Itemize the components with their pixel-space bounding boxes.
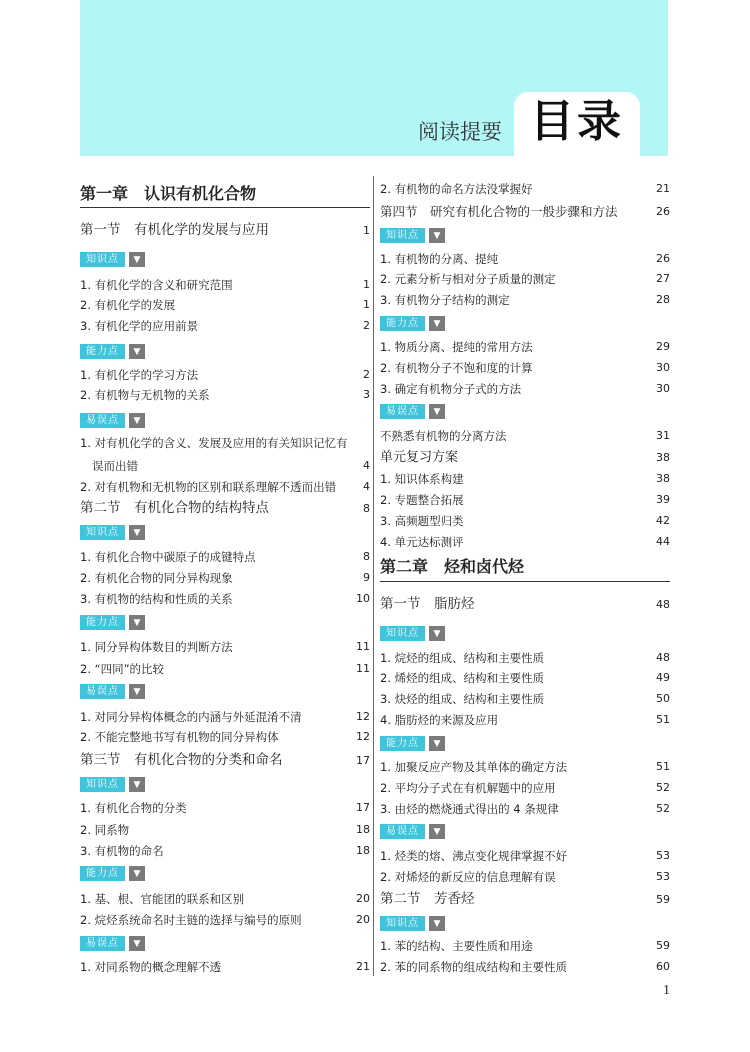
page-ref: 53 <box>656 870 670 883</box>
page-ref: 9 <box>363 571 370 584</box>
entry-text: 2. 烯烃的组成、结构和主要性质 <box>380 671 545 685</box>
entry-text: 2. 有机化合物的同分异构现象 <box>80 571 233 585</box>
toc-entry[interactable] <box>80 823 370 837</box>
toc-entry[interactable] <box>80 892 370 906</box>
page-ref: 29 <box>656 340 670 353</box>
entry-text: 1. 烷烃的组成、结构和主要性质 <box>380 651 545 665</box>
tag-label: 能力点 <box>80 344 125 359</box>
page-ref: 59 <box>656 893 670 906</box>
toc-section-entry[interactable] <box>380 203 670 220</box>
entry-text: 2. 有机物的命名方法没掌握好 <box>380 182 533 196</box>
entry-text: 2. 烷烃系统命名时主链的选择与编号的原则 <box>80 913 302 927</box>
entry-text: 1. 苯的结构、主要性质和用途 <box>380 939 533 953</box>
arrow-down-icon: ▼ <box>429 316 445 331</box>
page-ref: 26 <box>656 205 670 218</box>
arrow-down-icon: ▼ <box>429 824 445 839</box>
tag-label: 易误点 <box>380 404 425 419</box>
entry-text: 4. 脂肪烃的来源及应用 <box>380 713 499 727</box>
toc-entry[interactable] <box>80 960 370 974</box>
tag-label: 知识点 <box>380 626 425 641</box>
page-ref: 48 <box>656 651 670 664</box>
mistake-tag <box>80 936 145 951</box>
entry-text: 单元复习方案 <box>380 450 459 465</box>
knowledge-tag: 知识点 ▼ <box>80 252 145 267</box>
toc-section-entry[interactable]: 第一节 有机化学的发展与应用 1 <box>80 222 370 238</box>
page-ref: 17 <box>356 801 370 814</box>
page-ref: 8 <box>363 550 370 563</box>
arrow-down-icon: ▼ <box>429 736 445 751</box>
tag-label: 知识点 <box>80 525 125 540</box>
toc-section-entry[interactable] <box>80 500 370 517</box>
page-ref: 28 <box>656 293 670 306</box>
page-ref: 60 <box>656 960 670 973</box>
entry-text: 1. 对同系物的概念理解不透 <box>80 960 222 974</box>
page-ref: 52 <box>656 781 670 794</box>
toc-entry[interactable] <box>380 535 670 549</box>
entry-text: 1. 烃类的熔、沸点变化规律掌握不好 <box>380 849 568 863</box>
chapter-rule <box>380 581 670 582</box>
entry-text: 2. 元素分析与相对分子质量的测定 <box>380 272 556 286</box>
page-ref: 1 <box>363 298 370 311</box>
entry-text: 第三节 有机化合物的分类和命名 <box>80 752 283 768</box>
page-ref: 48 <box>656 598 670 611</box>
entry-text: 1. 对有机化学的含义、发展及应用的有关知识记忆有 <box>80 436 348 450</box>
chapter-heading[interactable]: 第一章 认识有机化合物 <box>80 184 257 203</box>
toc-entry[interactable] <box>80 662 370 676</box>
entry-text: 1. 加聚反应产物及其单体的确定方法 <box>380 760 568 774</box>
toc-entry[interactable] <box>80 844 370 858</box>
toc-entry[interactable] <box>80 319 370 333</box>
page-ref: 12 <box>356 710 370 723</box>
page-ref: 50 <box>656 692 670 705</box>
page-ref: 53 <box>656 849 670 862</box>
toc-entry[interactable] <box>80 913 370 927</box>
knowledge-tag <box>380 626 445 641</box>
toc-entry[interactable] <box>380 960 670 974</box>
knowledge-tag <box>80 777 145 792</box>
toc-entry[interactable] <box>380 272 670 286</box>
entry-text: 1. 基、根、官能团的联系和区别 <box>80 892 245 906</box>
entry-text: 2. 对烯烃的新反应的信息理解有误 <box>380 870 556 884</box>
page-ref: 51 <box>656 760 670 773</box>
page-ref: 38 <box>656 472 670 485</box>
mistake-tag <box>380 404 445 419</box>
entry-text: 2. 不能完整地书写有机物的同分异构体 <box>80 730 279 744</box>
entry-text: 2. 有机物分子不饱和度的计算 <box>380 361 533 375</box>
toc-entry[interactable] <box>380 671 670 685</box>
ability-tag <box>80 615 145 630</box>
entry-text: 1. 物质分离、提纯的常用方法 <box>380 340 533 354</box>
page-ref: 39 <box>656 493 670 506</box>
tag-label: 知识点 <box>80 777 125 792</box>
tag-label: 易误点 <box>80 684 125 699</box>
toc-section-entry[interactable] <box>380 596 670 613</box>
toc-entry[interactable] <box>380 713 670 727</box>
entry-text: 不熟悉有机物的分离方法 <box>380 429 507 443</box>
tag-label: 知识点 <box>380 916 425 931</box>
toc-entry[interactable] <box>380 252 670 266</box>
page-title: 目录 <box>530 96 624 147</box>
knowledge-tag <box>380 228 445 243</box>
arrow-down-icon: ▼ <box>429 404 445 419</box>
entry-text: 2. 平均分子式在有机解题中的应用 <box>380 781 556 795</box>
page-ref: 38 <box>656 451 670 464</box>
page-ref: 21 <box>656 182 670 195</box>
toc-entry[interactable] <box>80 640 370 654</box>
page-ref: 17 <box>356 754 370 767</box>
tag-label: 易误点 <box>80 413 125 428</box>
entry-text: 1. 有机化合物中碳原子的成键特点 <box>80 550 256 564</box>
arrow-down-icon: ▼ <box>429 626 445 641</box>
toc-entry[interactable] <box>380 760 670 774</box>
tag-label: 能力点 <box>380 736 425 751</box>
page-ref: 4 <box>363 459 370 472</box>
entry-text: 第一节 脂肪烃 <box>380 596 475 612</box>
entry-text: 1. 同分异构体数目的判断方法 <box>80 640 233 654</box>
arrow-down-icon: ▼ <box>129 525 145 540</box>
arrow-down-icon: ▼ <box>129 252 145 267</box>
toc-entry[interactable] <box>380 182 670 196</box>
ability-tag <box>380 736 445 751</box>
entry-text: 1. 有机物的分离、提纯 <box>380 252 499 266</box>
arrow-down-icon: ▼ <box>129 777 145 792</box>
toc-entry[interactable] <box>80 368 370 382</box>
entry-text: 1. 对同分异构体概念的内涵与外延混淆不清 <box>80 710 302 724</box>
toc-entry[interactable] <box>80 278 370 292</box>
entry-text: 3. 由烃的燃烧通式得出的 4 条规律 <box>380 802 559 816</box>
page-number: 1 <box>663 983 670 998</box>
page-ref: 30 <box>656 382 670 395</box>
arrow-down-icon: ▼ <box>129 615 145 630</box>
page-ref: 51 <box>656 713 670 726</box>
mistake-tag <box>80 684 145 699</box>
page-ref: 8 <box>363 502 370 515</box>
ability-tag <box>80 344 145 359</box>
page-ref: 30 <box>656 361 670 374</box>
chapter-heading[interactable] <box>380 557 670 577</box>
entry-text: 误而出错 <box>92 459 138 473</box>
entry-text: 第二节 有机化合物的结构特点 <box>80 500 269 516</box>
entry-text: 3. 高频题型归类 <box>380 514 464 528</box>
page-ref: 26 <box>656 252 670 265</box>
toc-entry[interactable] <box>380 493 670 507</box>
entry-text: 2. 同系物 <box>80 823 130 837</box>
arrow-down-icon: ▼ <box>129 866 145 881</box>
arrow-down-icon: ▼ <box>129 413 145 428</box>
page-ref: 12 <box>356 730 370 743</box>
mistake-tag <box>380 824 445 839</box>
toc-entry[interactable] <box>80 550 370 564</box>
toc-unit-review-entry[interactable] <box>380 450 670 466</box>
toc-entry[interactable] <box>380 849 670 863</box>
chapter-rule <box>80 207 370 208</box>
page-ref: 2 <box>363 319 370 332</box>
page-ref: 2 <box>363 368 370 381</box>
toc-entry[interactable] <box>380 429 670 443</box>
entry-text: 3. 确定有机物分子式的方法 <box>380 382 522 396</box>
toc-entry[interactable] <box>380 514 670 528</box>
tag-label: 易误点 <box>80 936 125 951</box>
tag-label: 能力点 <box>80 615 125 630</box>
entry-text: 3. 有机物的命名 <box>80 844 164 858</box>
page-ref: 59 <box>656 939 670 952</box>
toc-section-entry[interactable] <box>80 752 370 769</box>
column-divider <box>373 176 374 976</box>
toc-entry[interactable] <box>380 939 670 953</box>
toc-entry[interactable] <box>380 651 670 665</box>
entry-text: 1. 知识体系构建 <box>380 472 464 486</box>
entry-text: 第二节 芳香烃 <box>380 891 475 907</box>
page-ref: 21 <box>356 960 370 973</box>
toc-entry[interactable] <box>80 801 370 815</box>
arrow-down-icon: ▼ <box>129 344 145 359</box>
entry-text: 3. 有机物分子结构的测定 <box>380 293 510 307</box>
mistake-tag <box>80 413 145 428</box>
page-ref: 20 <box>356 913 370 926</box>
toc-entry[interactable] <box>380 472 670 486</box>
arrow-down-icon: ▼ <box>429 916 445 931</box>
toc-entry[interactable] <box>80 388 370 402</box>
ability-tag <box>380 316 445 331</box>
entry-text: 3. 炔烃的组成、结构和主要性质 <box>380 692 545 706</box>
page-ref: 27 <box>656 272 670 285</box>
toc-entry[interactable] <box>80 730 370 744</box>
page-ref: 1 <box>363 278 370 291</box>
toc-entry[interactable] <box>80 436 370 450</box>
page-ref: 10 <box>356 592 370 605</box>
page-ref: 3 <box>363 388 370 401</box>
toc-entry[interactable] <box>380 781 670 795</box>
entry-text: 2. 有机物与无机物的关系 <box>80 388 210 402</box>
entry-text: 第四节 研究有机化合物的一般步骤和方法 <box>380 204 618 219</box>
arrow-down-icon: ▼ <box>129 684 145 699</box>
page-ref: 4 <box>363 480 370 493</box>
toc-entry[interactable] <box>80 298 370 312</box>
entry-text: 2. 有机化学的发展 <box>80 298 176 312</box>
knowledge-tag <box>80 525 145 540</box>
page-ref: 11 <box>356 662 370 675</box>
arrow-down-icon: ▼ <box>429 228 445 243</box>
page-ref: 42 <box>656 514 670 527</box>
page-ref: 31 <box>656 429 670 442</box>
page-ref: 18 <box>356 823 370 836</box>
entry-text: 第二章 烃和卤代烃 <box>380 557 525 576</box>
toc-entry[interactable] <box>80 710 370 724</box>
tag-label: 能力点 <box>380 316 425 331</box>
toc-entry[interactable] <box>380 293 670 307</box>
page-ref: 49 <box>656 671 670 684</box>
entry-text: 1. 有机化学的学习方法 <box>80 368 199 382</box>
entry-text: 2. 苯的同系物的组成结构和主要性质 <box>380 960 568 974</box>
tag-label: 能力点 <box>80 866 125 881</box>
ability-tag <box>80 866 145 881</box>
toc-entry[interactable] <box>380 340 670 354</box>
page-ref: 44 <box>656 535 670 548</box>
toc-entry[interactable] <box>80 480 370 494</box>
page-ref: 18 <box>356 844 370 857</box>
tag-label: 易误点 <box>380 824 425 839</box>
arrow-down-icon: ▼ <box>129 936 145 951</box>
entry-text: 1. 有机化合物的分类 <box>80 801 187 815</box>
entry-text: 2. 对有机物和无机物的区别和联系理解不透而出错 <box>80 480 337 494</box>
toc-entry[interactable] <box>380 692 670 706</box>
toc-entry[interactable] <box>80 571 370 585</box>
toc-entry[interactable] <box>380 802 670 816</box>
toc-section-entry[interactable] <box>380 891 670 908</box>
entry-text: 3. 有机化学的应用前景 <box>80 319 199 333</box>
entry-text: 3. 有机物的结构和性质的关系 <box>80 592 233 606</box>
toc-entry[interactable] <box>380 870 670 884</box>
toc-entry[interactable] <box>380 361 670 375</box>
page-ref: 11 <box>356 640 370 653</box>
page-ref: 52 <box>656 802 670 815</box>
header-subtitle: 阅读提要 <box>418 120 502 144</box>
entry-text: 2. “四同”的比较 <box>80 662 165 676</box>
toc-entry[interactable] <box>80 592 370 606</box>
toc-entry[interactable] <box>380 382 670 396</box>
tag-label: 知识点 <box>380 228 425 243</box>
entry-text: 2. 专题整合拓展 <box>380 493 464 507</box>
knowledge-tag <box>380 916 445 931</box>
entry-text: 4. 单元达标测评 <box>380 535 464 549</box>
toc-entry-continuation[interactable] <box>80 459 370 473</box>
page-ref: 20 <box>356 892 370 905</box>
entry-text: 1. 有机化学的含义和研究范围 <box>80 278 233 292</box>
